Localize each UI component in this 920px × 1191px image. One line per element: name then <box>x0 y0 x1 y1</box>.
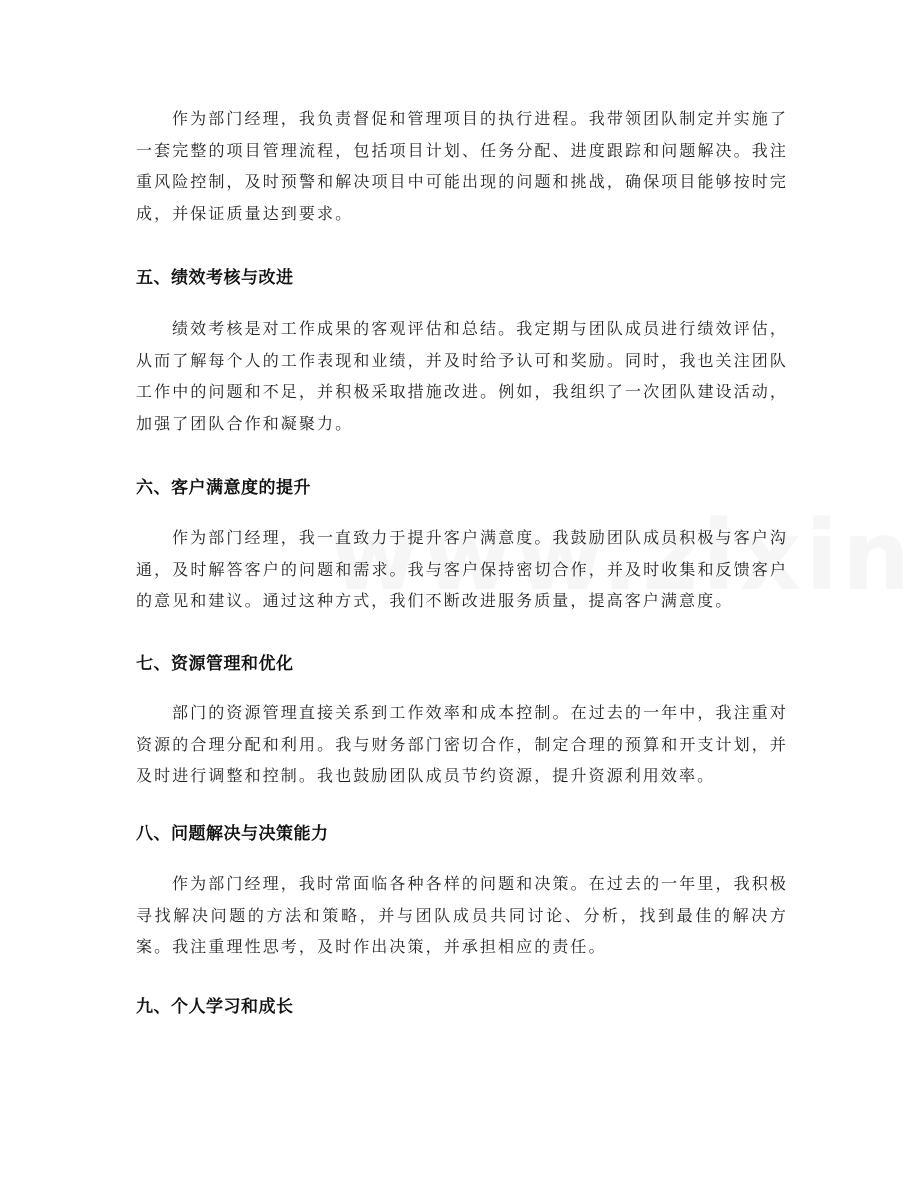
heading-personal-growth: 九、个人学习和成长 <box>136 997 294 1017</box>
heading-performance-review: 五、绩效考核与改进 <box>136 268 294 288</box>
paragraph-problem-solving: 作为部门经理，我时常面临各种各样的问题和决策。在过去的一年里，我积极寻找解决问题的方法和策略，并与团队成员共同讨论、分析，找到最佳的解决方案。我注重理性思考，及时作出决策，并承担相应的责任。 <box>136 874 788 956</box>
paragraph-customer-satisfaction: 作为部门经理，我一直致力于提升客户满意度。我鼓励团队成员积极与客户沟通，及时解答客户的问题和需求。我与客户保持密切合作，并及时收集和反馈客户的意见和建议。通过这种方式，我们不断改进服务质量，提高客户满意度。 <box>136 528 788 610</box>
heading-problem-solving: 八、问题解决与决策能力 <box>136 824 329 844</box>
paragraph-project-management: 作为部门经理，我负责督促和管理项目的执行进程。我带领团队制定并实施了一套完整的项目管理流程，包括项目计划、任务分配、进度跟踪和问题解决。我注重风险控制，及时预警和解决项目中可能出现的问题和挑战，确保项目能够按时完成，并保证质量达到要求。 <box>136 109 788 223</box>
paragraph-performance-review: 绩效考核是对工作成果的客观评估和总结。我定期与团队成员进行绩效评估，从而了解每个人的工作表现和业绩，并及时给予认可和奖励。同时，我也关注团队工作中的问题和不足，并积极采取措施改进。例如，我组织了一次团队建设活动，加强了团队合作和凝聚力。 <box>136 319 788 433</box>
paragraph-resource-management: 部门的资源管理直接关系到工作效率和成本控制。在过去的一年中，我注重对资源的合理分配和利用。我与财务部门密切合作，制定合理的预算和开支计划，并及时进行调整和控制。我也鼓励团队成员节约资源，提升资源利用效率。 <box>136 703 788 785</box>
heading-resource-management: 七、资源管理和优化 <box>136 654 294 674</box>
heading-customer-satisfaction: 六、客户满意度的提升 <box>136 478 311 498</box>
